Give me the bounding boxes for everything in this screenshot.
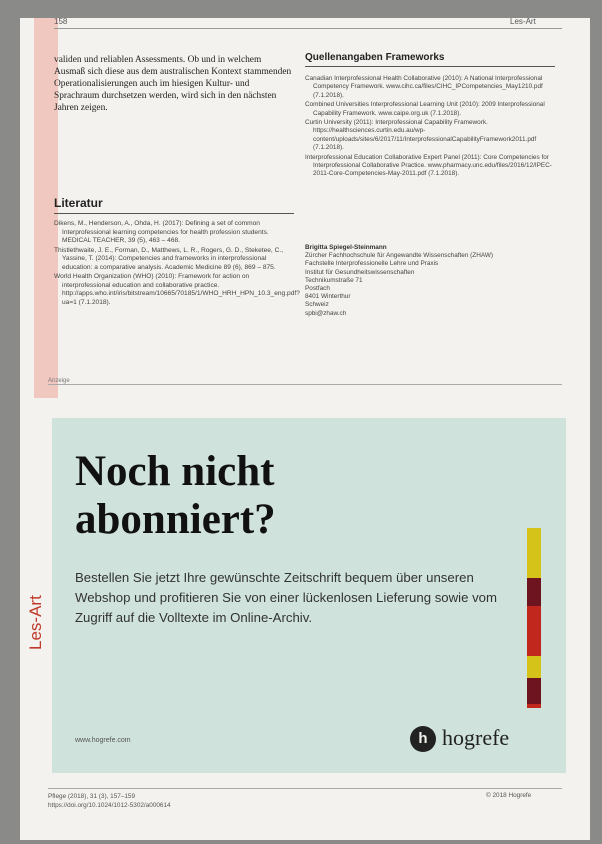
hogrefe-logo-icon: h [410, 726, 436, 752]
footer-doi[interactable]: https://doi.org/10.1024/1012-5302/a000614 [48, 802, 171, 809]
sidebar-label: Les-Art [26, 595, 45, 650]
ad-body: Bestellen Sie jetzt Ihre gewünschte Zeitschrift bequem über unseren Webshop und profitieren Sie von einer lückenlosen Lieferung sowie vom Zugriff auf die Volltexte im Online-Archiv. [75, 570, 498, 625]
ad-color-bar [527, 528, 541, 578]
ad-color-bar [527, 578, 541, 606]
author-line: Zürcher Fachhochschule für Angewandte Wissenschaften (ZHAW) [305, 252, 494, 260]
ad-color-bar [527, 678, 541, 704]
footer-copyright: © 2018 Hogrefe [486, 792, 532, 799]
literatur-rule [54, 213, 294, 214]
ad-color-bar [527, 704, 541, 708]
header-rule [54, 28, 562, 29]
page-number: 158 [54, 17, 68, 26]
author-line: Institut für Gesundheitswissenschaften [305, 268, 415, 276]
author-block [305, 244, 555, 318]
footer-journal: Pflege (2018), 31 (3), 157–159 [48, 793, 136, 800]
literatur-heading: Literatur [54, 196, 103, 210]
quellen-ref: Interprofessional Education Collaborative Expert Panel (2011): Core Competencies for Interprofessional Collaborative Practice. www.pharmacy.unc.edu/files/2016/12/IPEC-2011-Core-Competencies-May-2011.pdf (7.1.2018). [305, 153, 552, 178]
hogrefe-logo-text: hogrefe [442, 725, 510, 750]
ad-color-bars [527, 528, 541, 708]
body-paragraph: validen und reliablen Assessments. Ob und in welchem Ausmaß sich diese aus dem australischen Kontext stammenden Operationalisierungen auch im hiesigen Kultur- und Sprachraum durchsetzen werden, wird sich in den nächsten Jahren zeigen. [54, 55, 292, 113]
literatur-ref: World Health Organization (WHO) (2010): Framework for action on interprofessional education and collaborative practice. http://apps.who.int/iris/bitstream/10665/70185/1/WHO_HRH_HPN_10.3_eng.pdf?ua=1 (7.1.2018). [54, 273, 300, 306]
quellen-heading: Quellenangaben Frameworks [305, 52, 445, 63]
author-line: 8401 Winterthur [305, 293, 351, 301]
footer-rule [48, 788, 562, 789]
quellen-rule [305, 66, 555, 67]
ad-color-bar [527, 656, 541, 678]
literatur-ref: Dikens, M., Henderson, A., Ohda, H. (2017): Defining a set of common Interprofessional learning competencies for health profession students. MEDICAL TEACHER, 39 (5), 463 – 468. [54, 220, 269, 244]
author-line: Schweiz [305, 301, 329, 309]
ad-headline-line1: Noch nicht [75, 448, 275, 495]
author-name: Brigitta Spiegel-Steinmann [305, 244, 387, 251]
ad-url[interactable]: www.hogrefe.com [75, 737, 131, 744]
ad-rule [48, 384, 562, 385]
ad-marker: Anzeige [48, 378, 70, 384]
sidebar-label-wrap [22, 540, 52, 660]
author-line: Fachstelle Interprofessionelle Lehre und Praxis [305, 260, 439, 268]
quellen-ref: Combined Universities Interprofessional Learning Unit (2010): 2009 Interprofessional Capability Framework. www.caipe.org.uk (7.1.2018). [305, 101, 545, 117]
quellen-ref: Canadian Interprofessional Health Collaborative (2010): A National Interprofessional Competency Framework. www.cihc.ca/files/CIHC_IPCompetencies_May1210.pdf (7.1.2018). [305, 75, 543, 99]
author-line: Technikumstraße 71 [305, 276, 363, 284]
ad-color-bar [527, 606, 541, 656]
ad-headline [75, 448, 276, 544]
literatur-ref: Thistlethwaite, J. E., Forman, D., Matthews, L. R., Rogers, G. D., Steketee, C., Yassine, T. (2014): Competencies and frameworks in interprofessional education: a comparative analysis. Academic Medicine 89 (6), 869 – 875. [54, 246, 284, 271]
quellen-list [305, 75, 555, 180]
literatur-list [54, 220, 300, 308]
ad-headline-line2: abonniert? [75, 496, 276, 543]
section-name: Les-Art [510, 17, 536, 26]
footer-citation [48, 792, 171, 810]
author-line: Postfach [305, 285, 330, 293]
author-email[interactable]: spbi@zhaw.ch [305, 309, 347, 317]
quellen-ref: Curtin University (2011): Interprofessional Capability Framework. https://healthsciences.curtin.edu.au/wp-content/uploads/sites/6/2017/11/InterprofessionalCapabilityFramework2011.pdf (7.1.2018). [305, 119, 537, 152]
